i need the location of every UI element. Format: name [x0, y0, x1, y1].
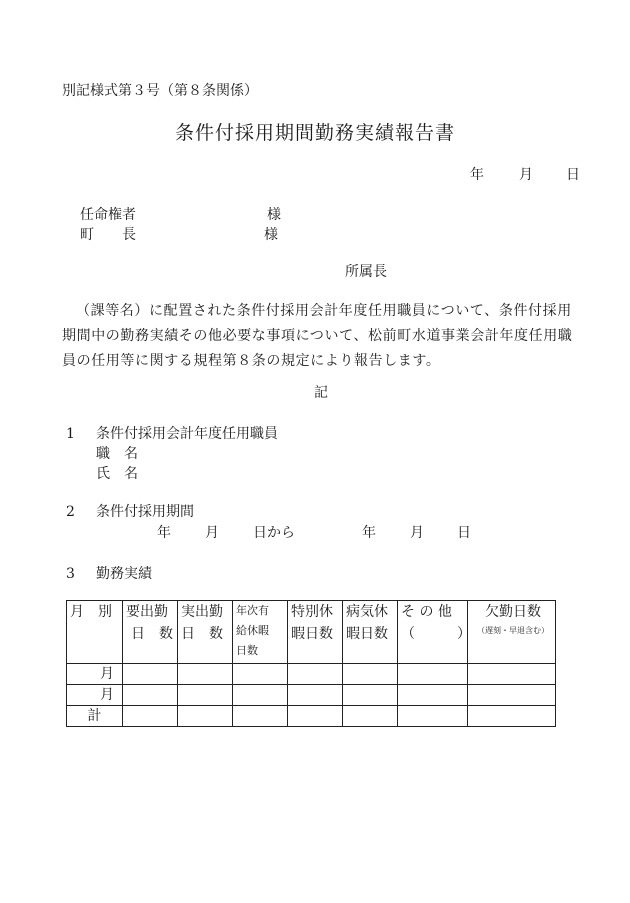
cell [288, 706, 343, 727]
header-line: 欠勤日数 [485, 604, 541, 620]
row-label: 月 [67, 685, 123, 706]
header-line: 特別休 [291, 604, 333, 620]
addressee-2 [80, 226, 136, 244]
cell [468, 706, 556, 727]
cell [398, 685, 468, 706]
header-line: 実出勤 [181, 604, 223, 620]
header-line: 暇日数 [291, 626, 333, 642]
document-title: 条件付採用期間勤務実績報告書 [174, 122, 455, 144]
cell [178, 706, 233, 727]
cell [343, 706, 398, 727]
period-to-day: 日 [457, 525, 471, 541]
table-header-row [67, 601, 556, 664]
header-actual-days [178, 601, 233, 664]
header-line: 病気休 [346, 604, 388, 620]
section1-item-position: 職 名 [96, 446, 138, 462]
cell [178, 685, 233, 706]
cell [233, 685, 288, 706]
cell [288, 685, 343, 706]
cell [468, 685, 556, 706]
date-month: 月 [519, 167, 533, 183]
header-line: 日 数 [131, 626, 173, 642]
addressee-label: 任命権者 [80, 207, 136, 223]
header-absence [468, 601, 556, 664]
cell [123, 664, 178, 685]
header-month [67, 601, 123, 664]
period-from-day: 日から [253, 525, 295, 541]
section2-number: 2 [66, 504, 75, 520]
header-line: 月 別 [70, 604, 112, 620]
ki-heading: 記 [314, 385, 328, 401]
row-label: 月 [67, 664, 123, 685]
header-line: 年次有 [236, 604, 269, 617]
work-record-table [66, 600, 556, 727]
section1-number: 1 [66, 426, 75, 442]
header-required-days [123, 601, 178, 664]
addressee-2-suffix: 様 [264, 227, 278, 243]
header-sick-leave [343, 601, 398, 664]
header-special-leave [288, 601, 343, 664]
form-reference: 別記様式第３号（第８条関係） [62, 83, 258, 99]
header-line: 暇日数 [346, 626, 388, 642]
cell [233, 664, 288, 685]
header-line: 日 数 [181, 626, 223, 642]
header-line: 日数 [236, 644, 258, 657]
date-year: 年 [470, 167, 484, 183]
addressee-label: 町 長 [80, 227, 136, 243]
table-row [67, 664, 556, 685]
table-row-total [67, 706, 556, 727]
body-text: （課等名）に配置された条件付採用会計年度任用職員について、条件付採用期間中の勤務実績その他必要な事項について、松前町水道事業会計年度任用職員の任用等に関する規程第８条の規定により報告します。 [62, 303, 573, 369]
cell [343, 685, 398, 706]
header-line: （遅刻・早退含む） [477, 626, 549, 635]
header-line: 給休暇 [236, 624, 269, 637]
cell [398, 706, 468, 727]
period-to-month: 月 [410, 525, 424, 541]
section2-title: 条件付採用期間 [96, 504, 194, 520]
period-from-year: 年 [157, 525, 171, 541]
section3-number: 3 [66, 566, 75, 582]
header-line: そ の 他 [401, 604, 452, 620]
section3-title: 勤務実績 [96, 566, 152, 582]
header-line: 要出勤 [126, 604, 168, 620]
date-day: 日 [566, 167, 580, 183]
cell [288, 664, 343, 685]
header-other [398, 601, 471, 664]
cell [343, 664, 398, 685]
row-label: 計 [67, 706, 123, 727]
cell [398, 664, 468, 685]
period-to-year: 年 [362, 525, 376, 541]
affiliation-head: 所属長 [345, 264, 387, 280]
cell [178, 664, 233, 685]
cell [468, 664, 556, 685]
addressee-1 [80, 206, 136, 224]
period-from-month: 月 [205, 525, 219, 541]
cell [123, 685, 178, 706]
table-row [67, 685, 556, 706]
cell [123, 706, 178, 727]
section1-item-name: 氏 名 [96, 466, 138, 482]
addressee-1-suffix: 様 [267, 207, 281, 223]
section1-title: 条件付採用会計年度任用職員 [96, 426, 278, 442]
cell [233, 706, 288, 727]
header-line: （ ） [401, 626, 471, 642]
header-annual-leave [233, 601, 288, 664]
